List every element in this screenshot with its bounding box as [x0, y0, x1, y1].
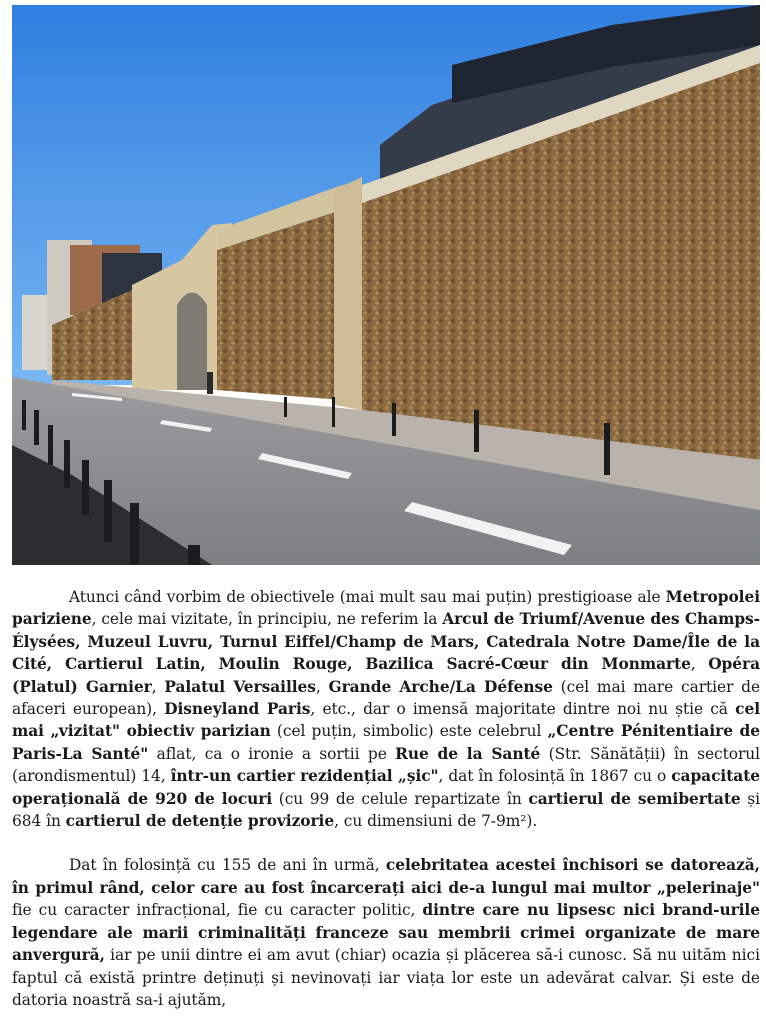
- text-run: iar pe unii dintre ei am avut (chiar) ocazia și plăcerea să-i cunosc. Să nu uităm nici faptul că există printre deținuți și nevinovați iar viața lor este un adevărat calvar. Și este de datoria noastră sa-i ajutăm,: [12, 946, 760, 1009]
- text-run: , dat în folosință în 1867 cu o: [438, 767, 672, 786]
- stone-pier: [334, 177, 362, 410]
- text-run: (Str. Sănătății) în sectorul (arondismentul) 14,: [12, 744, 760, 786]
- bold-text: Palatul Versailles: [164, 677, 316, 696]
- prison-wall-illustration: [12, 5, 760, 565]
- bold-text: într-un cartier rezidențial „șic": [170, 767, 439, 786]
- bold-text: celebritatea acestei închisori se datorează, în primul rând, celor care au fost încarcerați aici de-a lungul mai multor „pelerinaje": [12, 856, 760, 897]
- text-run: fie cu caracter infracțional, fie cu caracter politic,: [12, 901, 423, 920]
- bold-text: Rue de la Santé: [395, 744, 541, 763]
- text-run: (cel mai mare cartier de afaceri european),: [12, 677, 761, 719]
- paragraph: [12, 854, 760, 1011]
- text-run: , etc., dar o imensă majoritate dintre noi nu știe că: [310, 700, 736, 719]
- text-run: aflat, ca o ironie a sortii pe: [148, 744, 396, 763]
- bold-text: Opéra (Platul) Garnier: [12, 655, 760, 696]
- bold-text: cartierul de semibertate: [528, 789, 741, 808]
- text-run: Atunci când vorbim de obiectivele (mai mult sau mai puțin) prestigioase ale: [69, 588, 666, 606]
- text-run: și 684 în: [12, 789, 760, 831]
- pedestrian: [207, 372, 213, 394]
- bold-text: cel mai „vizitat" obiectiv parizian: [12, 700, 760, 741]
- text-run: , cu dimensiuni de 7-9m²).: [334, 812, 538, 831]
- bold-text: Metropolei pariziene: [12, 588, 760, 629]
- text-run: ,: [151, 677, 165, 696]
- arched-gate: [177, 293, 207, 391]
- bold-text: „Centre Pénitentiaire de Paris-La Santé": [12, 722, 761, 763]
- text-run: ,: [690, 655, 709, 674]
- bold-text: Arcul de Triumf/Avenue des Champs-Élysées, Muzeul Luvru, Turnul Eiffel/Champ de Mars, Catedrala Notre Dame/Île de la Cité, Cartierul Latin, Moulin Rouge, Bazilica Sacré-Cœur din Monmarte: [12, 610, 760, 674]
- street-photo: [12, 5, 760, 565]
- text-run: (cel puțin, simbolic) este celebrul: [270, 722, 548, 741]
- bold-text: Disneyland Paris: [164, 700, 311, 719]
- bold-text: capacitate operațională de 920 de locuri: [12, 767, 760, 808]
- text-run: ,: [315, 677, 329, 696]
- article-body: [12, 586, 760, 1011]
- bold-text: dintre care nu lipsesc nici brand-urile legendare ale marii criminalități franceze sau membrii crimei organizate de mare anvergură,: [12, 901, 760, 965]
- text-run: (cu 99 de celule repartizate în: [272, 789, 529, 808]
- text-run: , cele mai vizitate, în principiu, ne referim la: [91, 610, 443, 629]
- bold-text: cartierul de detenție provizorie: [65, 812, 335, 831]
- bold-text: Grande Arche/La Défense: [328, 677, 553, 696]
- paragraph: [12, 586, 760, 832]
- text-run: Dat în folosință cu 155 de ani în urmă,: [69, 856, 386, 875]
